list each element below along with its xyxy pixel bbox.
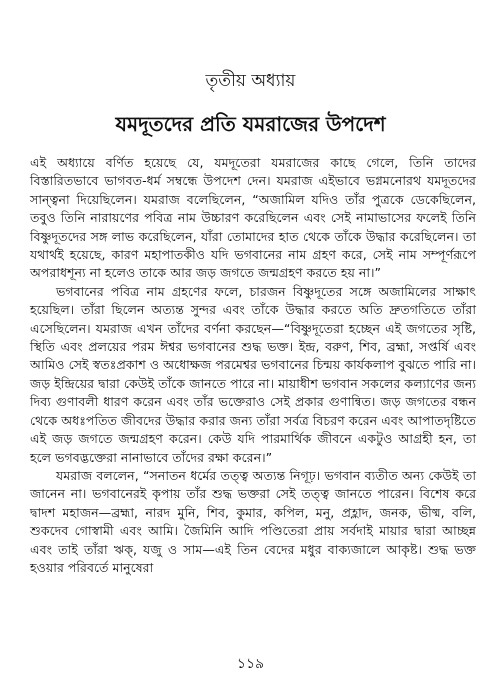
chapter-title: যমদূতদের প্রতি যমরাজের উপদেশ — [115, 112, 386, 136]
body-text — [30, 154, 476, 577]
paragraph: যমরাজ বললেন, “সনাতন ধর্মের তত্ত্ব অত্যন্ত নিগূঢ়। ভগবান ব্যতীত অন্য কেউই তা জানেন না। ভগবানেরই কৃপায় তাঁর শুদ্ধ ভক্তরা সেই তত্ত্ব জানতে পারেন। বিশেষ করে দ্বাদশ মহাজন—ব্রহ্মা, নারদ মুনি, শিব, কুমার, কপিল, মনু, প্রহ্লাদ, জনক, ভীষ্ম, বলি, শুকদেব গোস্বামী এবং আমি। জৈমিনি আদি পণ্ডিতেরা প্রায় সর্বদাই মায়ার দ্বারা আচ্ছন্ন এবং তাই তাঁরা ঋক্, যজু ও সাম—এই তিন বেদের মধুর বাক্যজালে আকৃষ্ট। শুদ্ধ ভক্ত হওয়ার পরিবর্তে মানুষেরা — [30, 467, 476, 575]
paragraph: ভগবানের পবিত্র নাম গ্রহণের ফলে, চারজন বিষ্ণুদূতের সঙ্গে অজামিলের সাক্ষাৎ হয়েছিল। তাঁরা ছিলেন অত্যন্ত সুন্দর এবং তাঁকে উদ্ধার করতে অতি দ্রুতগতিতে তাঁরা এসেছিলেন। যমরাজ এখন তাঁদের বর্ণনা করছেন—“বিষ্ণুদূতেরা হচ্ছেন এই জগতের সৃষ্টি, স্থিতি এবং প্রলয়ের পরম ঈশ্বর ভগবানের শুদ্ধ ভক্ত। ইন্দ্র, বরুণ, শিব, ব্রহ্মা, সপ্তর্ষি এবং আমিও সেই স্বতঃপ্রকাশ ও অধোক্ষজ পরমেশ্বর ভগবানের চিন্ময় কার্যকলাপ বুঝতে পারি না। জড় ইন্দ্রিয়ের দ্বারা কেউই তাঁকে জানতে পারে না। মায়াধীশ ভগবান সকলের কল্যাণের জন্য দিব্য গুণাবলী ধারণ করেন এবং তাঁর ভক্তেরাও সেই প্রকার গুণান্বিত। জড় জগতের বন্ধন থেকে অধঃপতিত জীবদের উদ্ধার করার জন্য তাঁরা সর্বত্র বিচরণ করেন এবং আপাতদৃষ্টিতে এই জড় জগতে জন্মগ্রহণ করেন। কেউ যদি পারমার্থিক জীবনে একটুও আগ্রহী হন, তা হলে ভগবদ্ভক্তেরা নানাভাবে তাঁদের রক্ষা করেন।” — [30, 283, 476, 465]
page-number: ১১৯ — [236, 656, 265, 672]
paragraph: এই অধ্যায়ে বর্ণিত হয়েছে যে, যমদূতেরা যমরাজের কাছে গেলে, তিনি তাদের বিস্তারিতভাবে ভাগবত-ধর্ম সম্বন্ধে উপদেশ দেন। যমরাজ এইভাবে ভগ্নমনোরথ যমদূতদের সান্ত্বনা দিয়েছিলেন। যমরাজ বলেছিলেন, “অজামিল যদিও তাঁর পুত্রকে ডেকেছিলেন, তবুও তিনি নারায়ণের পবিত্র নাম উচ্চারণ করেছিলেন এবং সেই নামাভাসের ফলেই তিনি বিষ্ণুদূতদের সঙ্গ লাভ করেছিলেন, যাঁরা তোমাদের হাত থেকে তাঁকে উদ্ধার করেছিলেন। তা যথার্থই হয়েছে, কারণ মহাপাতকীও যদি ভগবানের নাম গ্রহণ করে, সেই নাম সম্পূর্ণরূপে অপরাধশূন্য না হলেও তাকে আর জড় জগতে জন্মগ্রহণ করতে হয় না।” — [30, 155, 476, 281]
chapter-label: তৃতীয় অধ্যায় — [205, 71, 296, 91]
